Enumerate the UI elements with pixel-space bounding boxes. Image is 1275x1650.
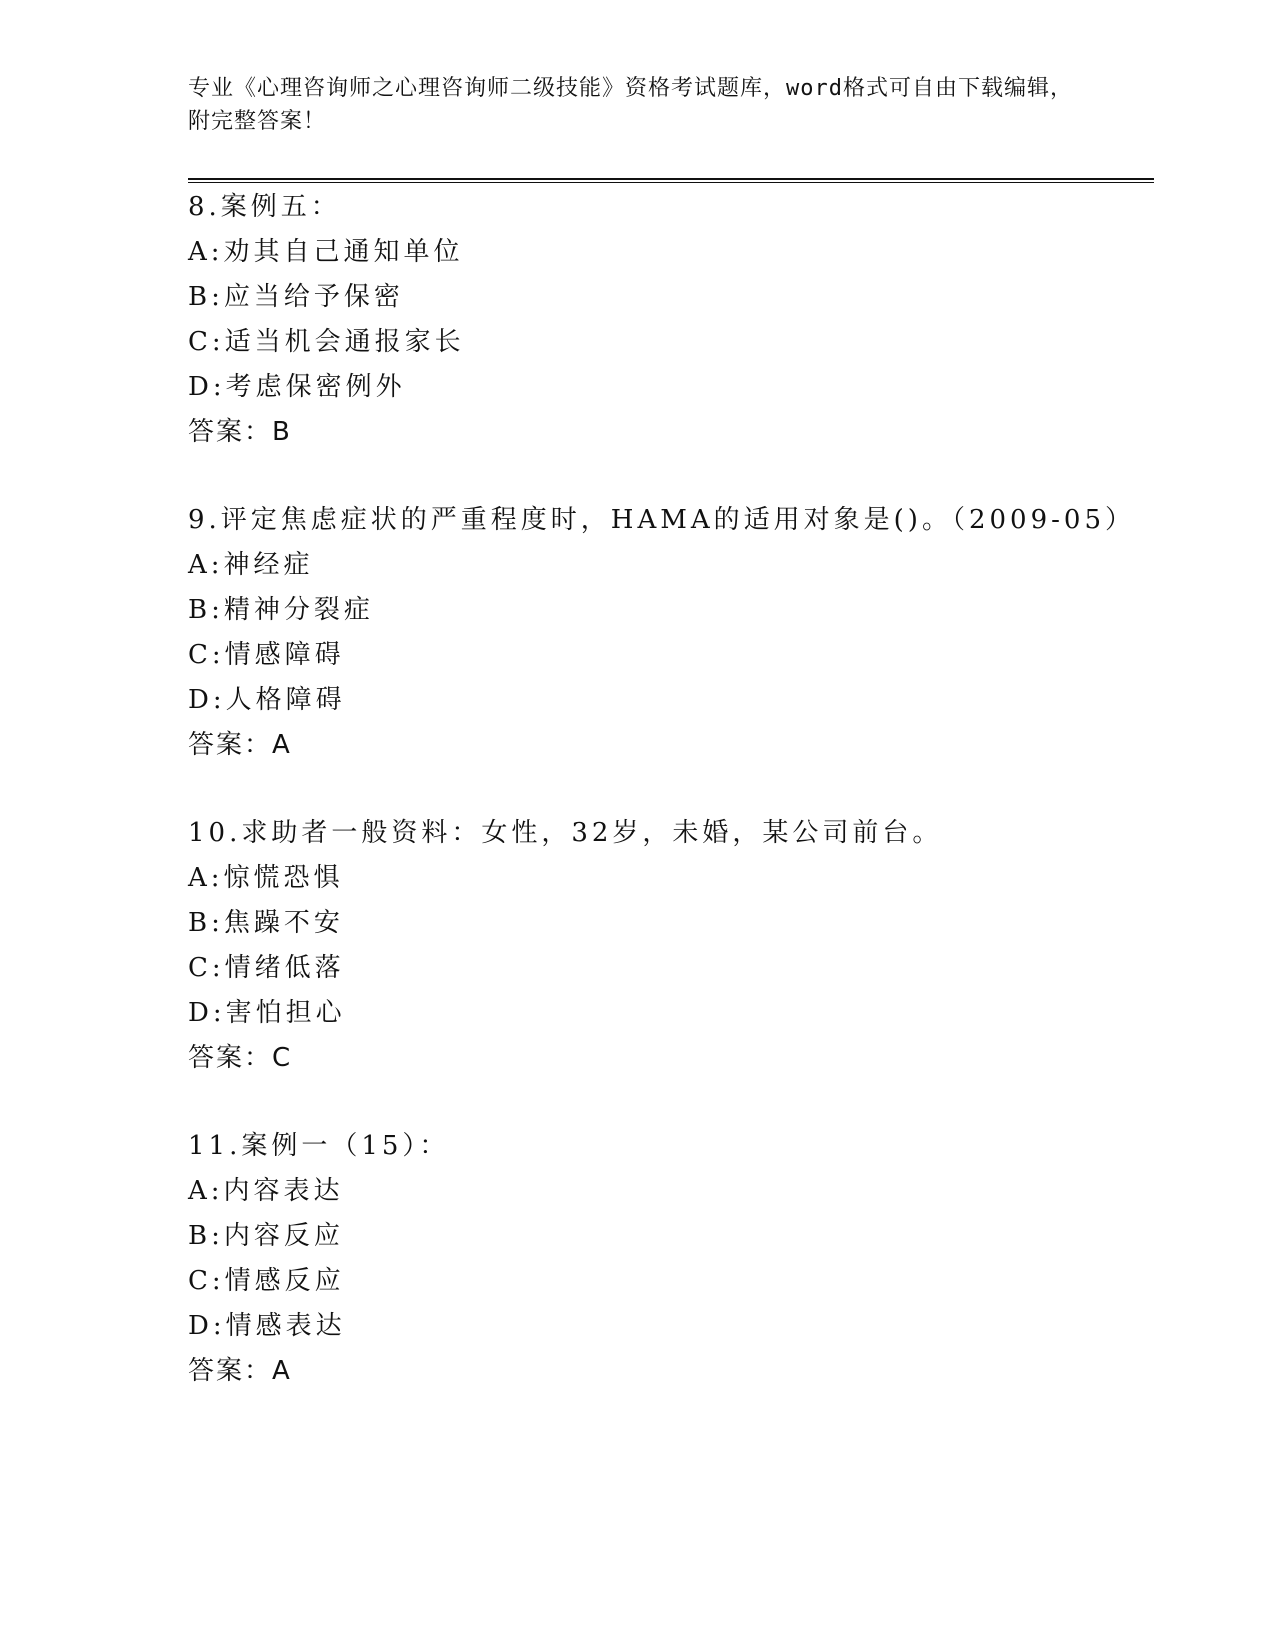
option-b: B:内容反应	[188, 1221, 344, 1251]
option-d: D:考虑保密例外	[188, 372, 406, 402]
answer-label: 答案：	[188, 417, 273, 447]
option-c: C:情感反应	[188, 1266, 345, 1296]
option-b: B:精神分裂症	[188, 595, 374, 625]
answer-line	[188, 1036, 1168, 1081]
question-stem: 10.求助者一般资料：女性，32岁，未婚，某公司前台。	[188, 818, 943, 848]
answer-line	[188, 410, 1168, 455]
answer-line	[188, 1349, 1168, 1394]
option-b: B:焦躁不安	[188, 908, 344, 938]
option-c: C:适当机会通报家长	[188, 327, 465, 357]
option-d: D:人格障碍	[188, 685, 346, 715]
question-stem: 11.案例一（15）：	[188, 1131, 450, 1161]
option-a: A:内容表达	[188, 1176, 344, 1206]
option-a: A:惊慌恐惧	[188, 863, 344, 893]
question-stem: 9.评定焦虑症状的严重程度时，HAMA的适用对象是()。（2009-05）	[188, 505, 1135, 535]
answer-value: C	[272, 1043, 292, 1073]
header-divider-top	[188, 178, 1154, 180]
answer-value: A	[272, 1356, 291, 1386]
question-8	[188, 185, 1168, 455]
question-9	[188, 498, 1168, 768]
option-d: D:情感表达	[188, 1311, 346, 1341]
option-a: A:神经症	[188, 550, 314, 580]
option-c: C:情绪低落	[188, 953, 345, 983]
option-d: D:害怕担心	[188, 998, 346, 1028]
answer-line	[188, 723, 1168, 768]
option-b: B:应当给予保密	[188, 282, 404, 312]
question-11	[188, 1124, 1168, 1394]
option-a: A:劝其自己通知单位	[188, 237, 464, 267]
answer-value: B	[272, 417, 291, 447]
question-10	[188, 811, 1168, 1081]
option-c: C:情感障碍	[188, 640, 345, 670]
answer-label: 答案：	[188, 1043, 273, 1073]
header-divider-bottom	[188, 182, 1154, 183]
question-stem: 8.案例五：	[188, 192, 341, 222]
answer-value: A	[272, 730, 291, 760]
answer-label: 答案：	[188, 1356, 273, 1386]
answer-label: 答案：	[188, 730, 273, 760]
document-header: 专业《心理咨询师之心理咨询师二级技能》资格考试题库，word格式可自由下载编辑，附完整答案！	[188, 76, 1073, 134]
